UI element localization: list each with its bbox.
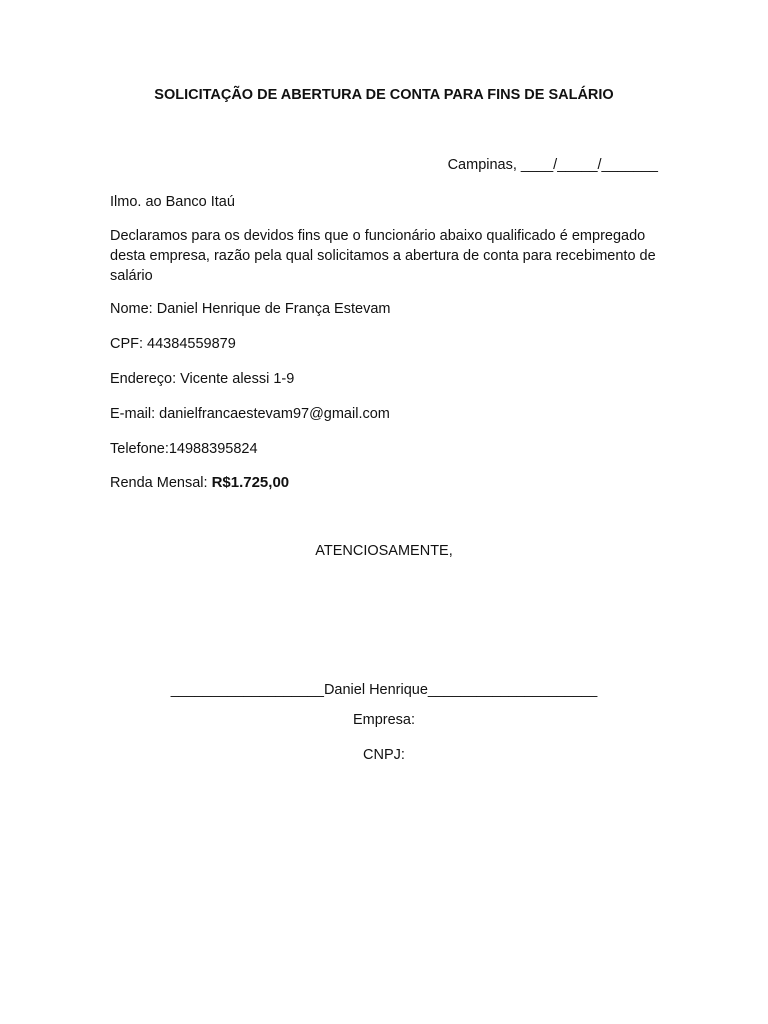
field-nome: Nome: Daniel Henrique de França Estevam bbox=[110, 301, 391, 317]
declaration-paragraph: Declaramos para os devidos fins que o funcionário abaixo qualificado é empregado desta empresa, razão pela qual solicitamos a abertura de conta para recebimento de salário bbox=[110, 228, 656, 284]
field-endereco: Endereço: Vicente alessi 1-9 bbox=[110, 371, 295, 387]
cnpj-label: CNPJ: bbox=[363, 747, 405, 763]
renda-label: Renda Mensal: bbox=[110, 475, 212, 491]
field-email: E-mail: danielfrancaestevam97@gmail.com bbox=[110, 406, 390, 422]
field-cpf: CPF: 44384559879 bbox=[110, 336, 236, 352]
field-telefone: Telefone:14988395824 bbox=[110, 441, 258, 457]
date-line: Campinas, ____/_____/_______ bbox=[447, 157, 658, 173]
recipient-line: Ilmo. ao Banco Itaú bbox=[110, 194, 235, 210]
field-renda bbox=[110, 473, 289, 493]
document-title: SOLICITAÇÃO DE ABERTURA DE CONTA PARA FINS DE SALÁRIO bbox=[154, 87, 614, 103]
empresa-label: Empresa: bbox=[352, 712, 416, 728]
renda-value: R$1.725,00 bbox=[211, 474, 290, 491]
signature-line: ___________________Daniel Henrique_____________________ bbox=[170, 682, 598, 698]
closing-text: ATENCIOSAMENTE, bbox=[315, 543, 453, 559]
